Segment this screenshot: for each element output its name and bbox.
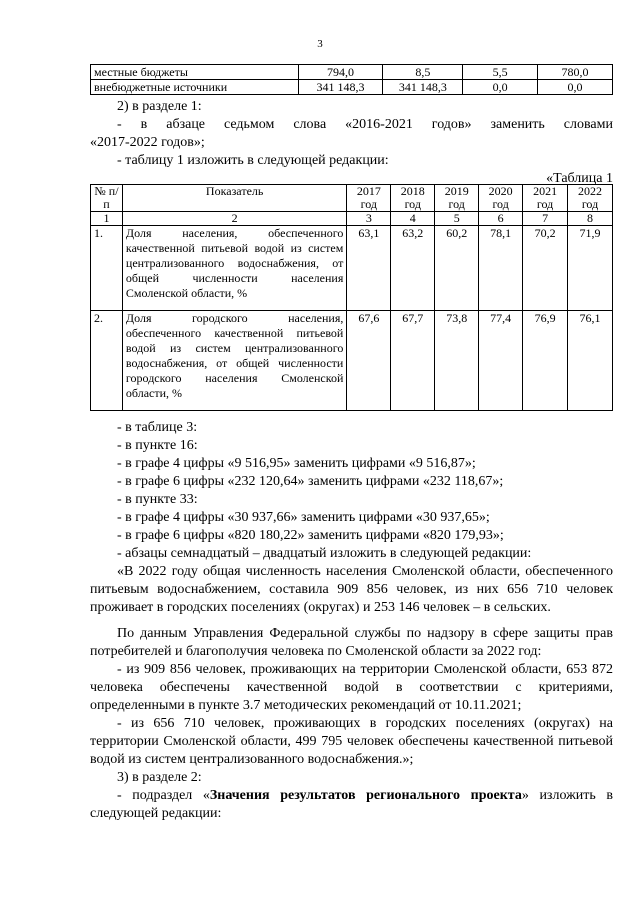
funding-source: внебюджетные источники (91, 80, 299, 95)
table-header-row (91, 185, 613, 212)
edit-line: - в графе 6 цифры «232 120,64» заменить цифрами «232 118,67»; (117, 474, 504, 489)
table-caption: «Таблица 1 (546, 171, 613, 186)
column-number: 2 (122, 212, 346, 226)
funding-value: 780,0 (538, 65, 613, 80)
indicator-value: 77,4 (479, 311, 523, 411)
section2-paragraph: - подраздел «Значения результатов регионального проекта» изложить в следующей редакции: (90, 788, 613, 821)
table-row (91, 65, 613, 80)
column-header: 2021 год (523, 185, 568, 212)
section2-heading: 3) в разделе 2: (117, 770, 202, 785)
table-row (91, 80, 613, 95)
column-number: 8 (568, 212, 613, 226)
section1-paragraph2: - таблицу 1 изложить в следующей редакции: (117, 153, 389, 168)
funding-table-fragment (90, 64, 613, 95)
column-number: 4 (391, 212, 435, 226)
column-number-row (91, 212, 613, 226)
table-row (91, 311, 613, 411)
bullet-paragraph: - из 909 856 человек, проживающих на территории Смоленской области, 653 872 человека обеспечены качественной водой в соответствии с критериями, определенными в пункте 3.7 методических рекомендаций от 10.11.2021; (90, 662, 613, 713)
section1-heading: 2) в разделе 1: (117, 99, 202, 114)
agency-paragraph: По данным Управления Федеральной службы по надзору в сфере защиты прав потребителей и благополучия человека по Смоленской области за 2022 год: (90, 626, 613, 659)
indicator-value: 63,2 (391, 226, 435, 311)
column-number: 5 (435, 212, 479, 226)
funding-value: 341 148,3 (298, 80, 383, 95)
funding-value: 8,5 (383, 65, 463, 80)
funding-value: 794,0 (298, 65, 383, 80)
page-number: 3 (317, 38, 323, 50)
indicator-value: 73,8 (435, 311, 479, 411)
column-number: 6 (479, 212, 523, 226)
column-header: Показатель (122, 185, 346, 212)
quoted-paragraph: «В 2022 году общая численность населения Смоленской области, обеспеченного питьевым водоснабжением, составила 909 856 человек, из них 656 710 человек проживает в городских поселениях (округах) и 253 146 человек – в сельских. (90, 564, 613, 615)
edit-line: - в графе 4 цифры «9 516,95» заменить цифрами «9 516,87»; (117, 456, 476, 471)
indicator-value: 60,2 (435, 226, 479, 311)
indicator-value: 76,1 (568, 311, 613, 411)
funding-value: 0,0 (538, 80, 613, 95)
funding-value: 5,5 (463, 65, 538, 80)
column-header: 2020 год (479, 185, 523, 212)
funding-value: 341 148,3 (383, 80, 463, 95)
row-number: 1. (91, 226, 123, 311)
indicator-value: 76,9 (523, 311, 568, 411)
edit-line: - в пункте 33: (117, 492, 198, 507)
edit-line: - в графе 6 цифры «820 180,22» заменить цифрами «820 179,93»; (117, 528, 504, 543)
indicator-name: Доля городского населения, обеспеченного качественной питьевой водой из систем централизованного водоснабжения, от общей численности городского населения Смоленской области, % (122, 311, 346, 411)
indicator-value: 63,1 (347, 226, 391, 311)
indicator-value: 71,9 (568, 226, 613, 311)
indicator-name: Доля населения, обеспеченного качественной питьевой водой из систем централизованного водоснабжения, от общей численности населения Смоленской области, % (122, 226, 346, 311)
subsection-title: Значения результатов регионального проекта (209, 788, 522, 803)
column-header: 2019 год (435, 185, 479, 212)
edit-line: - в пункте 16: (117, 438, 198, 453)
indicator-value: 78,1 (479, 226, 523, 311)
column-number: 1 (91, 212, 123, 226)
section1-paragraph1-end: «2017-2022 годов»; (90, 135, 205, 150)
funding-source: местные бюджеты (91, 65, 299, 80)
section1-text (90, 98, 613, 188)
column-header: 2017 год (347, 185, 391, 212)
column-header: 2018 год (391, 185, 435, 212)
column-header: № п/п (91, 185, 123, 212)
indicators-table (90, 184, 613, 411)
indicator-value: 67,7 (391, 311, 435, 411)
edit-line: - в таблице 3: (117, 420, 198, 435)
funding-value: 0,0 (463, 80, 538, 95)
edit-line: - в графе 4 цифры «30 937,66» заменить цифрами «30 937,65»; (117, 510, 490, 525)
column-number: 7 (523, 212, 568, 226)
section1-paragraph1: - в абзаце седьмом слова «2016-2021 годов» заменить словами (117, 117, 613, 132)
row-number: 2. (91, 311, 123, 411)
column-number: 3 (347, 212, 391, 226)
amendments-text (90, 419, 613, 823)
bullet-paragraph: - из 656 710 человек, проживающих в городских поселениях (округах) на территории Смоленской области, 499 795 человек обеспечены качественной питьевой водой из систем централизованного водоснабжения.»; (90, 716, 613, 767)
indicator-value: 67,6 (347, 311, 391, 411)
column-header: 2022 год (568, 185, 613, 212)
edit-line: - абзацы семнадцатый – двадцатый изложить в следующей редакции: (117, 546, 532, 561)
indicator-value: 70,2 (523, 226, 568, 311)
table-row (91, 226, 613, 311)
